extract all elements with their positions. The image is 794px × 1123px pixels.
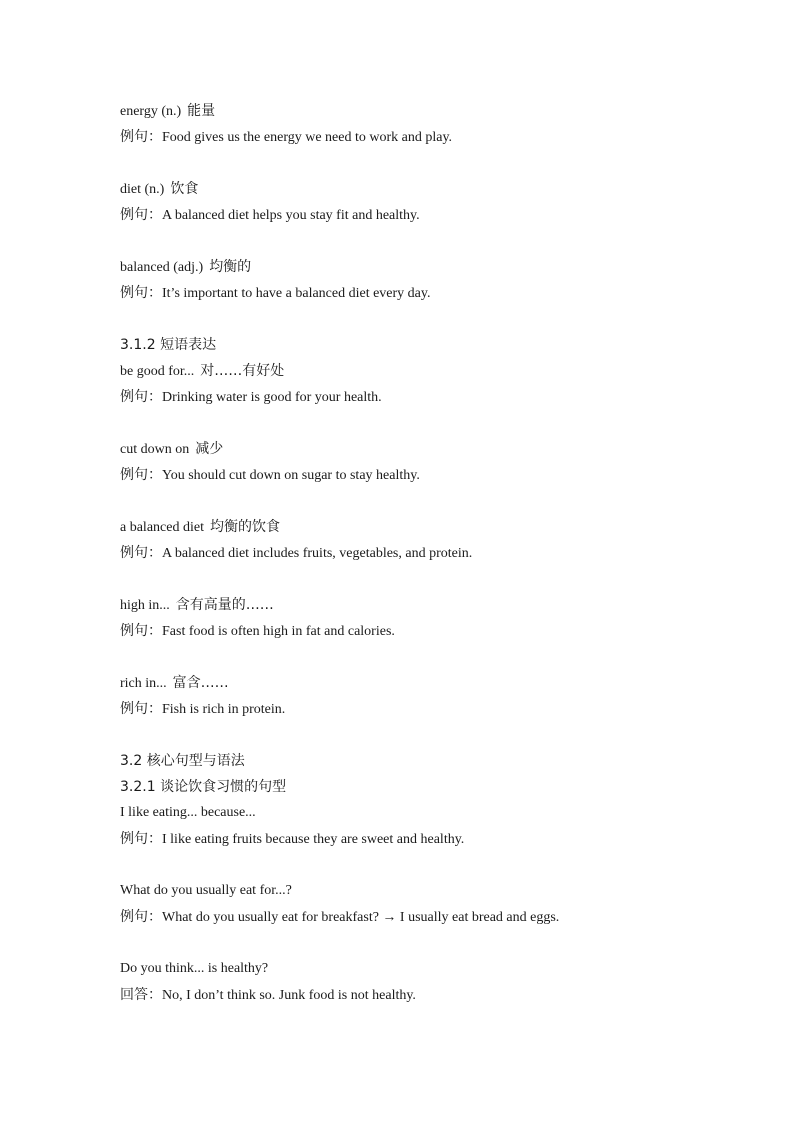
- vocab-entry-diet: [120, 176, 760, 202]
- vocab-word: balanced (adj.): [120, 260, 204, 275]
- example-label: 例句：: [120, 207, 162, 223]
- sentence-pattern: What do you usually eat for...?: [120, 883, 292, 898]
- document-content: [120, 98, 760, 1008]
- section-heading-3-2-1: 3.2.1 谈论饮食习惯的句型: [120, 779, 287, 795]
- phrase-text: rich in...: [120, 676, 167, 691]
- sentence-pattern: I like eating... because...: [120, 805, 256, 820]
- example-label: 例句：: [120, 623, 162, 639]
- vocab-entry-balanced: [120, 254, 760, 280]
- pattern-answer: [120, 982, 760, 1008]
- pattern-example: [120, 904, 760, 930]
- phrase-meaning: 均衡的饮食: [209, 519, 280, 535]
- phrase-entry: [120, 670, 760, 696]
- example-label: 例句：: [120, 701, 162, 717]
- sentence-pattern: Do you think... is healthy?: [120, 961, 269, 976]
- phrase-meaning: 富含……: [172, 675, 229, 691]
- example-label: 例句：: [120, 909, 162, 925]
- section-heading-3-1-2: 3.1.2 短语表达: [120, 337, 217, 353]
- example-sentence: Fish is rich in protein.: [162, 702, 286, 717]
- vocab-example-energy: [120, 124, 760, 150]
- vocab-example-diet: [120, 202, 760, 228]
- example-label: 例句：: [120, 545, 162, 561]
- vocab-entry-energy: [120, 98, 760, 124]
- phrase-entry: [120, 436, 760, 462]
- phrase-example: [120, 384, 760, 410]
- example-sentence: I like eating fruits because they are sweet and healthy.: [162, 832, 465, 847]
- phrase-example: [120, 540, 760, 566]
- example-label: 例句：: [120, 831, 162, 847]
- phrase-meaning: 对……有好处: [200, 363, 285, 379]
- phrase-example: [120, 696, 760, 722]
- section-heading-3-2: 3.2 核心句型与语法: [120, 753, 245, 769]
- example-sentence: What do you usually eat for breakfast? → I usually eat bread and eggs.: [162, 910, 560, 925]
- example-sentence: Fast food is often high in fat and calories.: [162, 624, 395, 639]
- phrase-example: [120, 618, 760, 644]
- example-label: 例句：: [120, 389, 162, 405]
- vocab-word: diet (n.): [120, 182, 165, 197]
- example-sentence: Drinking water is good for your health.: [162, 390, 382, 405]
- answer-label: 回答：: [120, 987, 162, 1003]
- example-sentence: A balanced diet includes fruits, vegetables, and protein.: [162, 546, 473, 561]
- example-sentence: A balanced diet helps you stay fit and healthy.: [162, 208, 420, 223]
- example-label: 例句：: [120, 129, 162, 145]
- phrase-text: cut down on: [120, 442, 190, 457]
- phrase-entry: [120, 592, 760, 618]
- phrase-text: be good for...: [120, 364, 195, 379]
- example-sentence: It’s important to have a balanced diet every day.: [162, 286, 431, 301]
- example-label: 例句：: [120, 467, 162, 483]
- example-sentence: You should cut down on sugar to stay healthy.: [162, 468, 420, 483]
- vocab-example-balanced: [120, 280, 760, 306]
- vocab-meaning: 均衡的: [209, 259, 252, 275]
- phrase-meaning: 减少: [195, 441, 224, 457]
- phrase-entry: [120, 514, 760, 540]
- phrase-text: a balanced diet: [120, 520, 204, 535]
- phrase-example: [120, 462, 760, 488]
- vocab-meaning: 能量: [187, 103, 216, 119]
- pattern-example: [120, 826, 760, 852]
- example-label: 例句：: [120, 285, 162, 301]
- example-sentence: Food gives us the energy we need to work and play.: [162, 130, 453, 145]
- vocab-word: energy (n.): [120, 104, 182, 119]
- answer-sentence: No, I don’t think so. Junk food is not healthy.: [162, 988, 416, 1003]
- phrase-meaning: 含有高量的……: [175, 597, 274, 613]
- phrase-entry: [120, 358, 760, 384]
- vocab-meaning: 饮食: [170, 181, 199, 197]
- phrase-text: high in...: [120, 598, 170, 613]
